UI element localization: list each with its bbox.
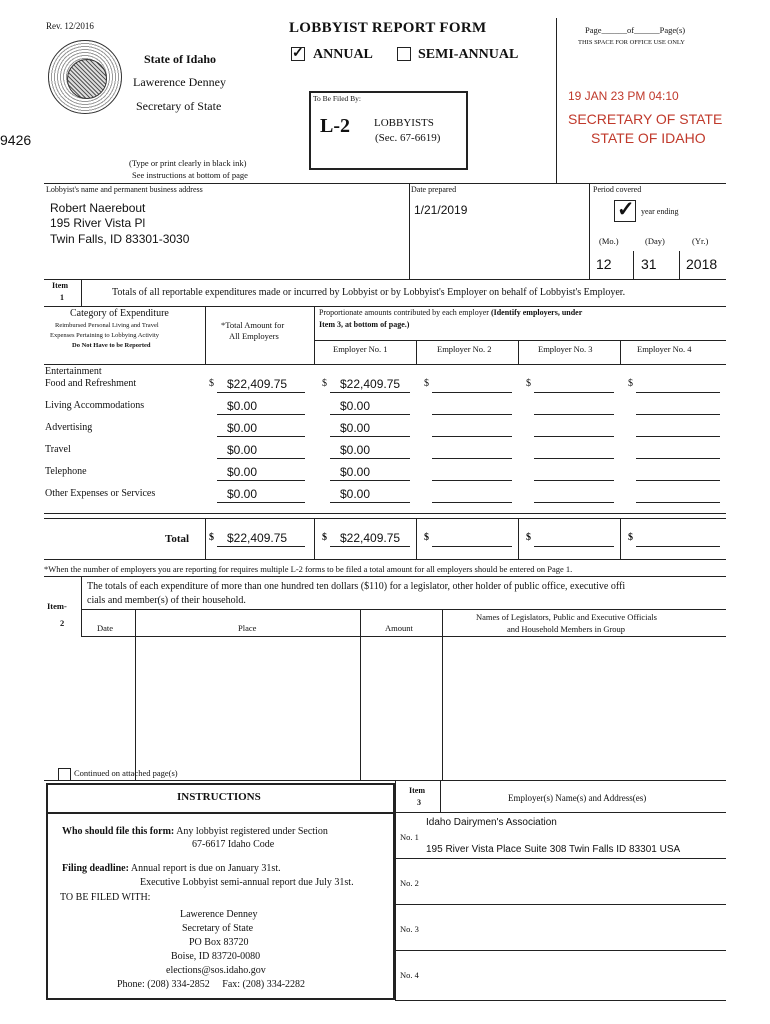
who-should-file: Who should file this form: Any lobbyist registered under Section bbox=[62, 826, 328, 837]
employer-1-amount-cell[interactable]: $0.00 bbox=[340, 465, 371, 479]
total-header-1: *Total Amount for bbox=[221, 320, 285, 330]
item2-text-2: cials and member(s) of their household. bbox=[87, 595, 246, 606]
dollar-sign: $ bbox=[628, 532, 633, 543]
employer-1-header: Employer No. 1 bbox=[333, 344, 388, 354]
employer-1-address[interactable]: 195 River Vista Place Suite 308 Twin Falls ID 83301 USA bbox=[426, 844, 681, 855]
file-with-email[interactable]: elections@sos.idaho.gov bbox=[166, 965, 266, 976]
total-amount-cell[interactable]: $0.00 bbox=[227, 487, 258, 501]
received-stamp-office: SECRETARY OF STATE bbox=[568, 111, 723, 127]
year-label: (Yr.) bbox=[692, 236, 709, 246]
section-ref: (Sec. 67-6619) bbox=[375, 132, 441, 144]
who-should-file-2: 67-6617 Idaho Code bbox=[192, 839, 275, 850]
semiannual-label: SEMI-ANNUAL bbox=[418, 47, 519, 62]
category-note-3: Do Not Have to be Reported bbox=[72, 342, 151, 349]
item1-label: Item bbox=[52, 281, 68, 290]
expenditure-category: Food and Refreshment bbox=[45, 378, 137, 389]
to-be-filed-by: To Be Filed By: bbox=[313, 94, 362, 103]
employer-2-header: Employer No. 2 bbox=[437, 344, 492, 354]
lobbyists-label: LOBBYISTS bbox=[374, 117, 434, 129]
total-amount-cell[interactable]: $0.00 bbox=[227, 465, 258, 479]
item2-number: 2 bbox=[60, 618, 65, 628]
employer-no-2: No. 2 bbox=[400, 878, 419, 888]
employer-1-amount-cell[interactable]: $0.00 bbox=[340, 487, 371, 501]
item3-header: Employer(s) Name(s) and Address(es) bbox=[508, 793, 647, 803]
total-amount-cell[interactable]: $0.00 bbox=[227, 421, 258, 435]
date-prepared-label: Date prepared bbox=[411, 185, 457, 194]
dollar-sign: $ bbox=[424, 532, 429, 543]
checkmark-icon: ✓ bbox=[292, 46, 304, 61]
annual-checkbox[interactable] bbox=[291, 47, 305, 61]
prop-header-2: Item 3, at bottom of page.) bbox=[319, 320, 410, 329]
total-label: Total bbox=[165, 533, 190, 545]
item2-text-1: The totals of each expenditure of more than one hundred ten dollars ($110) for a legislator, other holder of public office, executive offi bbox=[87, 581, 626, 592]
total-amount-cell[interactable]: $22,409.75 bbox=[227, 377, 288, 391]
col-names-1: Names of Legislators, Public and Executive Officials bbox=[476, 612, 657, 622]
filing-deadline-2: Executive Lobbyist semi-annual report due July 31st. bbox=[140, 877, 354, 888]
employer-1-amount-cell[interactable]: $0.00 bbox=[340, 399, 371, 413]
file-with-po-box: PO Box 83720 bbox=[189, 937, 249, 948]
checkmark-icon: ✓ bbox=[617, 197, 635, 221]
lobbyist-address-line2[interactable]: Twin Falls, ID 83301-3030 bbox=[50, 232, 190, 246]
employer-1-amount-cell[interactable]: $0.00 bbox=[340, 421, 371, 435]
dollar-sign: $ bbox=[322, 532, 327, 543]
grand-total-employer-1[interactable]: $22,409.75 bbox=[340, 531, 401, 545]
item3-label: Item bbox=[409, 786, 425, 795]
expenditure-category: Travel bbox=[45, 444, 71, 455]
expenditure-category: Advertising bbox=[45, 422, 93, 433]
instructions-note: See instructions at bottom of page bbox=[132, 170, 248, 180]
col-names-2: and Household Members in Group bbox=[507, 624, 626, 634]
item1-title: Totals of all reportable expenditures made or incurred by Lobbyist or by Lobbyist's Employer on behalf of Lobbyist's Employer. bbox=[112, 287, 626, 298]
employer-no-1: No. 1 bbox=[400, 832, 419, 842]
continued-label: Continued on attached page(s) bbox=[74, 768, 178, 778]
type-note: (Type or print clearly in black ink) bbox=[129, 158, 247, 168]
employer-no-4: No. 4 bbox=[400, 970, 419, 980]
idaho-seal-icon bbox=[48, 40, 122, 114]
received-stamp-date: 19 JAN 23 PM 04:10 bbox=[568, 89, 679, 103]
semiannual-checkbox[interactable] bbox=[397, 47, 411, 61]
year-ending-label: year ending bbox=[641, 207, 679, 216]
period-year[interactable]: 2018 bbox=[686, 256, 718, 272]
day-label: (Day) bbox=[645, 236, 665, 246]
annual-label: ANNUAL bbox=[313, 47, 373, 62]
item2-label: Item- bbox=[47, 601, 67, 611]
employer-1-amount-cell[interactable]: $0.00 bbox=[340, 443, 371, 457]
dollar-sign: $ bbox=[209, 532, 214, 543]
month-label: (Mo.) bbox=[599, 236, 619, 246]
employer-no-3: No. 3 bbox=[400, 924, 419, 934]
official-title: Secretary of State bbox=[136, 99, 222, 113]
page-of-pages: Page______of______Page(s) bbox=[585, 25, 686, 35]
office-use-label: THIS SPACE FOR OFFICE USE ONLY bbox=[578, 39, 685, 46]
period-month[interactable]: 12 bbox=[596, 256, 612, 272]
period-day[interactable]: 31 bbox=[641, 256, 657, 272]
item1-footnote: *When the number of employers you are reporting for requires multiple L-2 forms to be filed a total amount for all employers should be entered on Page 1. bbox=[44, 564, 573, 574]
form-code: L-2 bbox=[320, 115, 350, 137]
side-number: 9426 bbox=[0, 132, 32, 148]
col-date: Date bbox=[97, 623, 114, 633]
category-note-1: Reimbursed Personal Living and Travel bbox=[55, 322, 159, 329]
year-ending-checkbox[interactable] bbox=[614, 197, 636, 222]
dollar-sign: $ bbox=[526, 532, 531, 543]
form-title: LOBBYIST REPORT FORM bbox=[289, 20, 487, 36]
category-note-2: Expenses Pertaining to Lobbying Activity bbox=[50, 332, 160, 339]
category-header: Category of Expenditure bbox=[70, 308, 169, 319]
lobbyist-address-line1[interactable]: 195 River Vista Pl bbox=[50, 216, 146, 230]
file-with-title: Secretary of State bbox=[182, 923, 254, 934]
prop-header-1: Proportionate amounts contributed by each employer (Identify employers, under bbox=[319, 308, 583, 317]
expenditure-category: Telephone bbox=[45, 466, 87, 477]
file-with-city: Boise, ID 83720-0080 bbox=[171, 951, 261, 962]
dollar-sign: $ bbox=[322, 378, 327, 389]
file-with-name: Lawerence Denney bbox=[180, 909, 258, 920]
date-prepared[interactable]: 1/21/2019 bbox=[414, 203, 468, 217]
item1-number: 1 bbox=[60, 293, 64, 302]
revision-date: Rev. 12/2016 bbox=[46, 21, 94, 31]
col-place: Place bbox=[238, 623, 257, 633]
lobbyist-address-label: Lobbyist's name and permanent business address bbox=[46, 185, 203, 194]
total-amount-cell[interactable]: $0.00 bbox=[227, 443, 258, 457]
file-with-phone: Phone: (208) 334-2852 Fax: (208) 334-2282 bbox=[117, 979, 306, 990]
total-amount-cell[interactable]: $0.00 bbox=[227, 399, 258, 413]
dollar-sign: $ bbox=[628, 378, 633, 389]
official-name: Lawerence Denney bbox=[133, 75, 226, 89]
filing-deadline: Filing deadline: Annual report is due on January 31st. bbox=[62, 863, 281, 874]
state-name: State of Idaho bbox=[144, 52, 217, 66]
received-stamp-state: STATE OF IDAHO bbox=[591, 130, 706, 146]
dollar-sign: $ bbox=[424, 378, 429, 389]
employer-4-header: Employer No. 4 bbox=[637, 344, 692, 354]
dollar-sign: $ bbox=[526, 378, 531, 389]
expenditure-category: Other Expenses or Services bbox=[45, 488, 156, 499]
item3-number: 3 bbox=[417, 798, 421, 807]
period-covered-label: Period covered bbox=[593, 185, 642, 194]
expenditure-category: Living Accommodations bbox=[45, 400, 145, 411]
employer-3-header: Employer No. 3 bbox=[538, 344, 593, 354]
instructions-title: INSTRUCTIONS bbox=[177, 791, 261, 803]
file-with-label: TO BE FILED WITH: bbox=[60, 892, 151, 903]
total-header-2: All Employers bbox=[229, 331, 279, 341]
lobbyist-name[interactable]: Robert Naerebout bbox=[50, 201, 146, 215]
entertainment-label: Entertainment bbox=[45, 366, 102, 377]
employer-1-name[interactable]: Idaho Dairymen's Association bbox=[426, 817, 557, 828]
employer-1-amount-cell[interactable]: $22,409.75 bbox=[340, 377, 401, 391]
dollar-sign: $ bbox=[209, 378, 214, 389]
grand-total-all[interactable]: $22,409.75 bbox=[227, 531, 288, 545]
col-amount: Amount bbox=[385, 623, 413, 633]
